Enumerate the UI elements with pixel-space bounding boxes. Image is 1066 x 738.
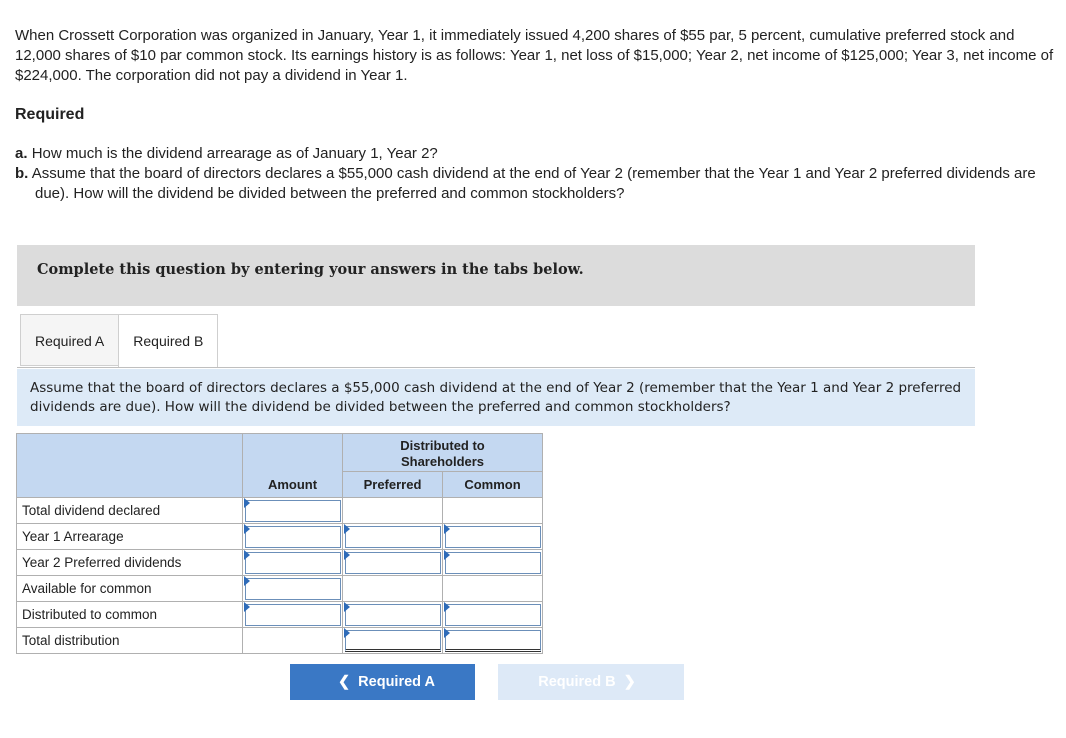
common-cell-empty — [443, 576, 543, 602]
input-marker-icon — [244, 602, 250, 612]
row-label: Year 1 Arrearage — [17, 524, 243, 550]
required-heading: Required — [15, 106, 85, 123]
question-list — [15, 144, 1055, 204]
year1-arrearage-amount-input[interactable] — [245, 526, 341, 548]
preferred-cell — [343, 602, 443, 628]
common-cell — [443, 524, 543, 550]
year1-arrearage-common-input[interactable] — [445, 526, 541, 548]
amount-cell — [243, 576, 343, 602]
total-distribution-preferred-input[interactable] — [345, 630, 441, 652]
year1-arrearage-preferred-input[interactable] — [345, 526, 441, 548]
preferred-cell — [343, 524, 443, 550]
row-label: Year 2 Preferred dividends — [17, 550, 243, 576]
amount-cell — [243, 524, 343, 550]
header-group-cell — [343, 434, 543, 472]
header-distributed-to-shareholders: Distributed to Shareholders — [400, 437, 485, 469]
distributed-to-common-preferred-input[interactable] — [345, 604, 441, 626]
available-for-common-amount-input[interactable] — [245, 578, 341, 600]
table-row — [17, 498, 543, 524]
question-a-letter: a. — [15, 145, 28, 162]
question-b-letter: b. — [15, 165, 29, 182]
question-a-text: How much is the dividend arrearage as of January 1, Year 2? — [31, 145, 438, 162]
amount-cell-empty — [243, 628, 343, 654]
header-amount: Amount — [267, 477, 318, 492]
input-marker-icon — [444, 524, 450, 534]
input-marker-icon — [444, 550, 450, 560]
input-marker-icon — [244, 550, 250, 560]
input-marker-icon — [344, 602, 350, 612]
total-distribution-common-input[interactable] — [445, 630, 541, 652]
amount-cell — [243, 550, 343, 576]
table-row — [17, 628, 543, 654]
common-cell — [443, 550, 543, 576]
year2-preferred-amount-input[interactable] — [245, 552, 341, 574]
question-a — [15, 144, 1055, 164]
input-marker-icon — [444, 602, 450, 612]
preferred-cell — [343, 550, 443, 576]
row-label: Available for common — [17, 576, 243, 602]
table-row — [17, 550, 543, 576]
year2-preferred-common-input[interactable] — [445, 552, 541, 574]
header-common: Common — [464, 477, 521, 492]
table-row — [17, 602, 543, 628]
dividend-table — [16, 433, 543, 654]
preferred-cell-empty — [343, 576, 443, 602]
total-dividend-amount-input[interactable] — [245, 500, 341, 522]
tab-required-b[interactable]: Required B — [118, 314, 218, 368]
input-marker-icon — [244, 498, 250, 508]
header-preferred: Preferred — [363, 477, 422, 492]
input-marker-icon — [344, 550, 350, 560]
chevron-left-icon: ❮ — [338, 674, 351, 690]
header-common-cell — [443, 472, 543, 498]
distributed-to-common-amount-input[interactable] — [245, 604, 341, 626]
header-amount-cell — [243, 434, 343, 498]
input-marker-icon — [244, 524, 250, 534]
tab-required-a[interactable]: Required A — [20, 314, 118, 366]
amount-cell — [243, 602, 343, 628]
prev-required-a-button[interactable] — [290, 664, 475, 700]
next-required-b-button[interactable] — [498, 664, 684, 700]
tab-divider — [17, 367, 975, 368]
common-cell-empty — [443, 498, 543, 524]
common-cell — [443, 628, 543, 654]
instruction-banner: Complete this question by entering your answers in the tabs below. — [17, 245, 975, 306]
preferred-cell — [343, 628, 443, 654]
year2-preferred-preferred-input[interactable] — [345, 552, 441, 574]
input-marker-icon — [344, 628, 350, 638]
input-marker-icon — [244, 576, 250, 586]
next-button-label: Required B — [538, 674, 616, 690]
question-b-text: Assume that the board of directors declares a $55,000 cash dividend at the end of Year 2 (remember that the Year 1 and Year 2 preferred dividends are due). How will the dividend be divided between the preferred and common stockholders? — [31, 165, 1036, 202]
table-row — [17, 576, 543, 602]
table-header-row-1 — [17, 434, 543, 472]
problem-intro — [15, 26, 1055, 86]
prev-button-label: Required A — [358, 674, 435, 690]
row-label: Total distribution — [17, 628, 243, 654]
input-marker-icon — [344, 524, 350, 534]
question-prompt: Assume that the board of directors declares a $55,000 cash dividend at the end of Year 2 (remember that the Year 1 and Year 2 preferred dividends are due). How will the dividend be divided between the preferred and common stockholders? — [17, 369, 975, 426]
tab-bar — [20, 314, 218, 368]
problem-intro-text: When Crossett Corporation was organized in January, Year 1, it immediately issued 4,200 shares of $55 par, 5 percent, cumulative preferred stock and 12,000 shares of $10 par common stock. Its earnings history is as follows: Year 1, net loss of $15,000; Year 2, net income of $125,000; Year 3, net income of $224,000. The corporation did not pay a dividend in Year 1. — [15, 27, 1054, 84]
common-cell — [443, 602, 543, 628]
input-marker-icon — [444, 628, 450, 638]
row-label: Total dividend declared — [17, 498, 243, 524]
header-preferred-cell — [343, 472, 443, 498]
header-blank-label — [17, 434, 243, 498]
chevron-right-icon: ❯ — [623, 674, 636, 690]
row-label: Distributed to common — [17, 602, 243, 628]
distributed-to-common-common-input[interactable] — [445, 604, 541, 626]
preferred-cell-empty — [343, 498, 443, 524]
amount-cell — [243, 498, 343, 524]
question-b — [15, 164, 1055, 204]
table-row — [17, 524, 543, 550]
